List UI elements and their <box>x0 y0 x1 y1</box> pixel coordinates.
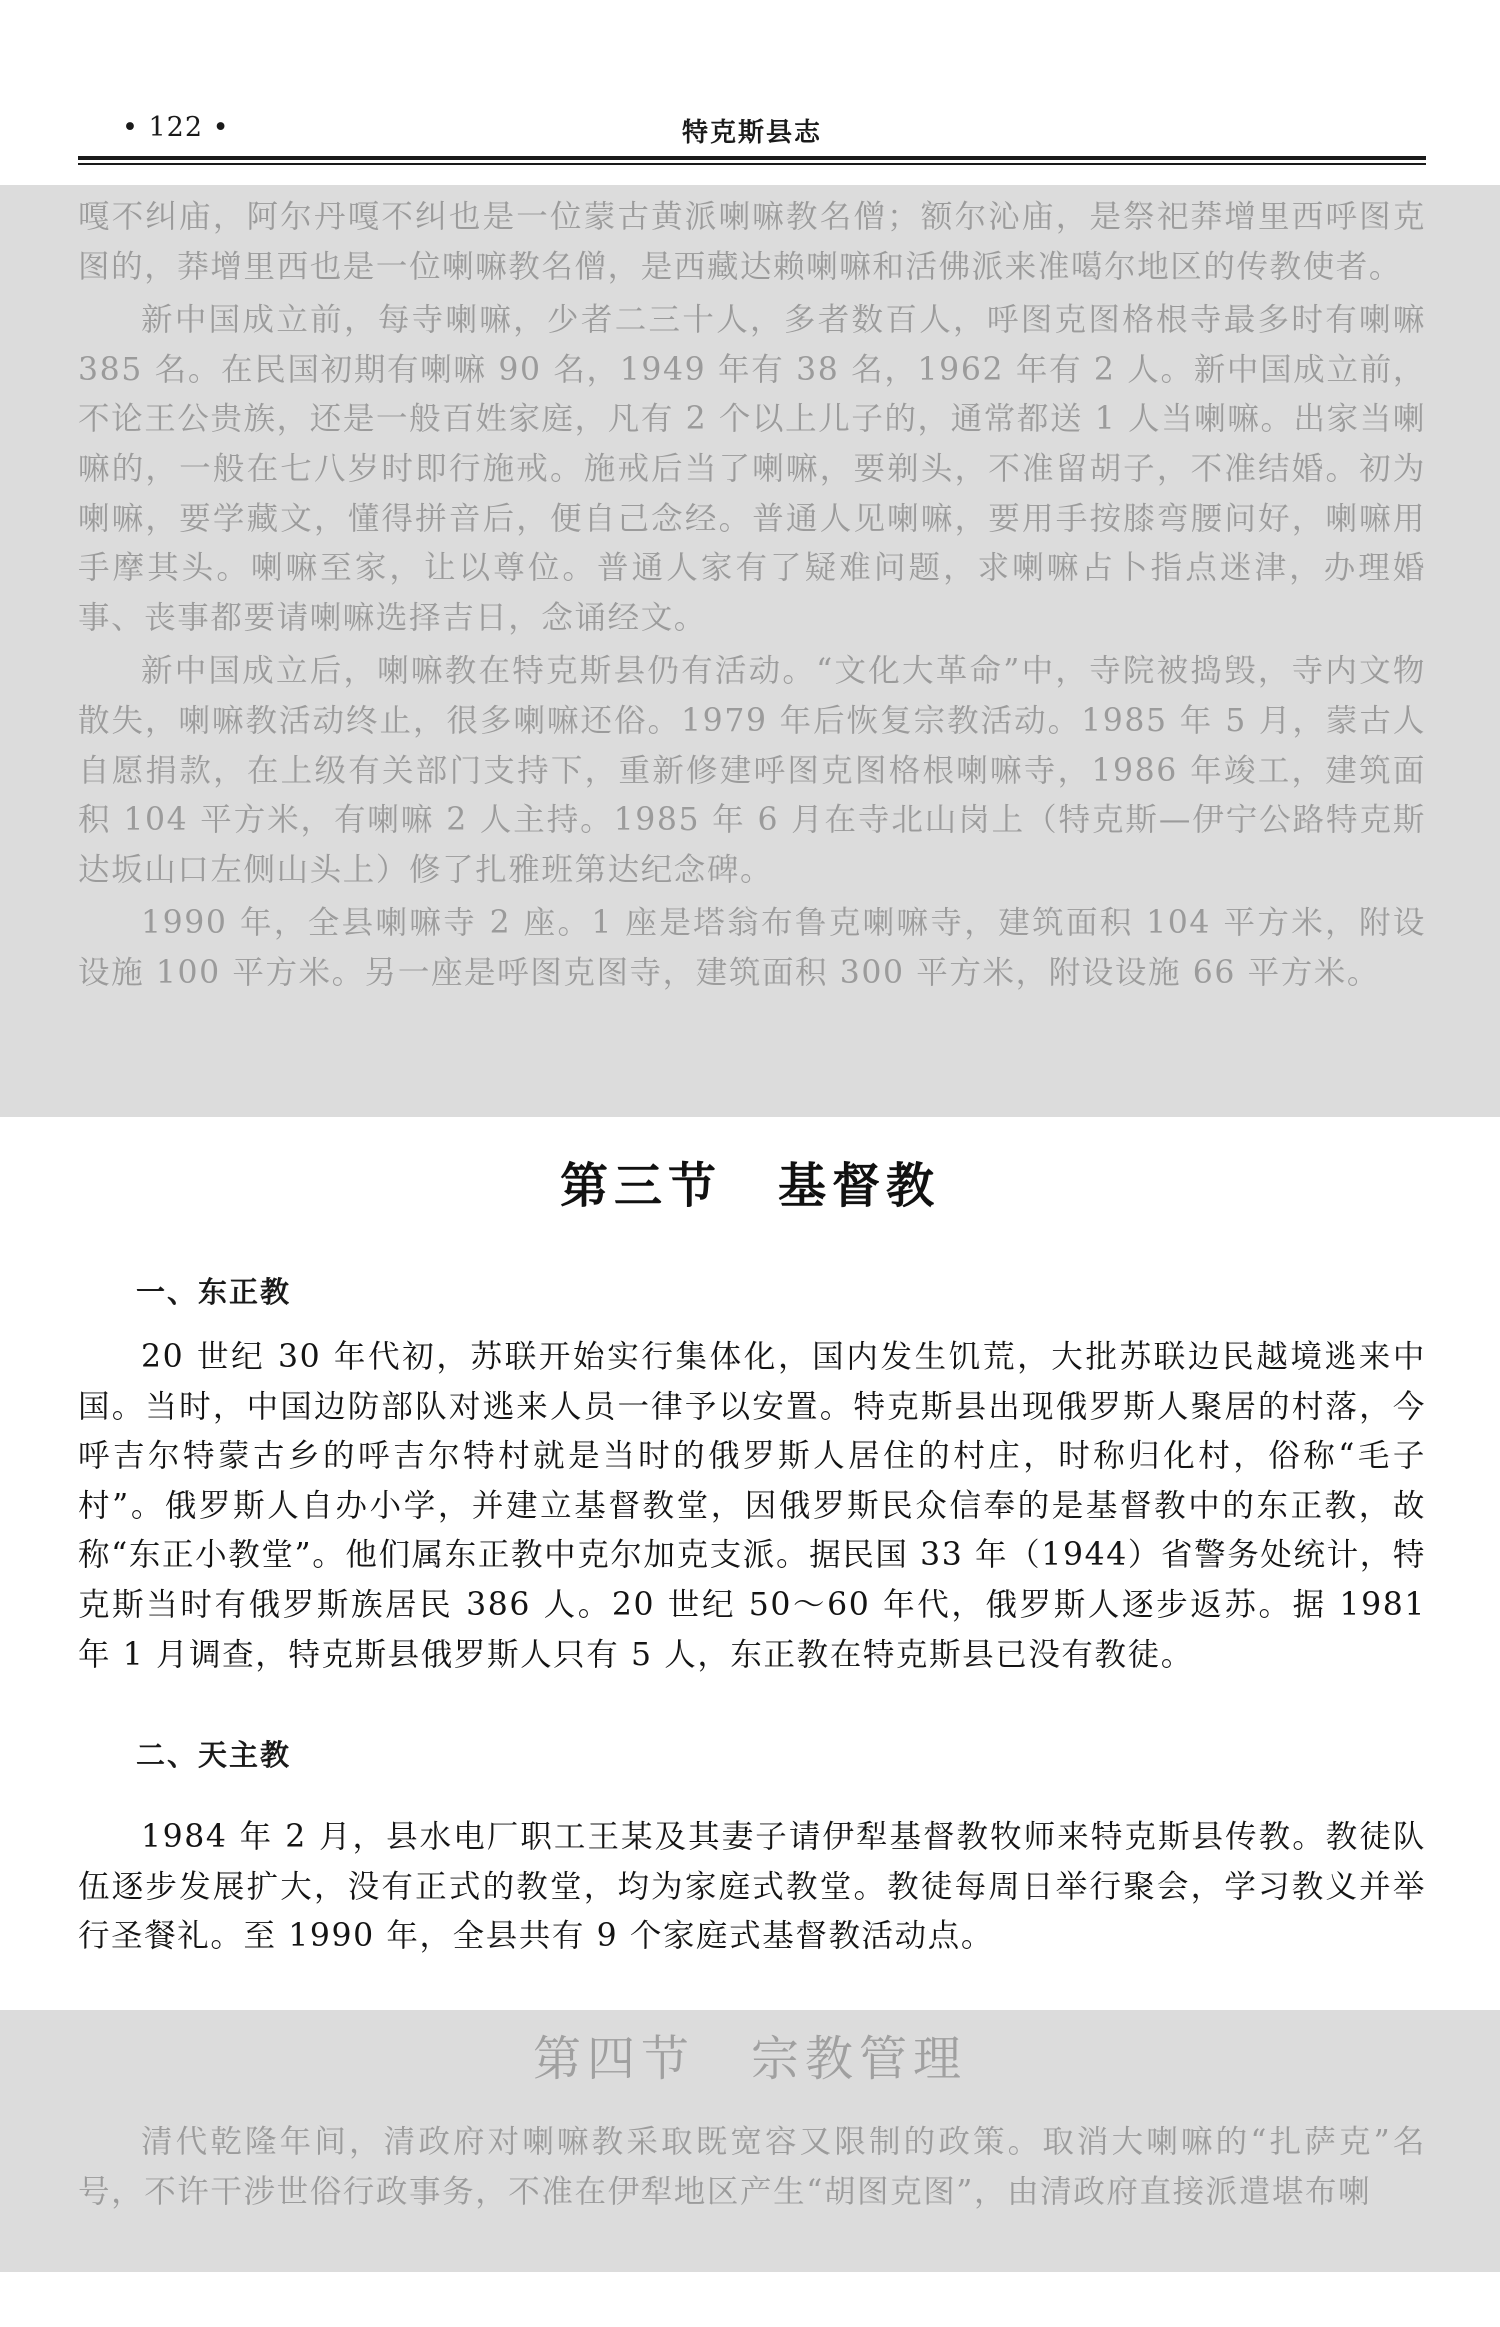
faded-previous-section <box>0 185 1500 1117</box>
faded-next-text-column <box>78 2118 1426 2217</box>
subsection-catholic-heading: 二、天主教 <box>136 1738 292 1772</box>
section-3-number: 第三节 <box>559 1158 722 1214</box>
subsection-catholic-body <box>78 1813 1426 1962</box>
page-header <box>78 100 1426 160</box>
section-3-title <box>0 1147 1500 1216</box>
page-number: • 122 • <box>122 112 230 143</box>
subsection-eastern-orthodox-body <box>78 1333 1426 1680</box>
eastern-orthodox-paragraph: 20 世纪 30 年代初，苏联开始实行集体化，国内发生饥荒，大批苏联边民越境逃来中国。当时，中国边防部队对逃来人员一律予以安置。特克斯县出现俄罗斯人聚居的村落，今呼吉尔特蒙古乡的呼吉尔特村就是当时的俄罗斯人居住的村庄，时称归化村，俗称“毛子村”。俄罗斯人自办小学，并建立基督教堂，因俄罗斯民众信奉的是基督教中的东正教，故称“东正小教堂”。他们属东正教中克尔加克支派。据民国 33 年（1944）省警务处统计，特克斯当时有俄罗斯族居民 386 人。20 世纪 50～60 年代，俄罗斯人逐步返苏。据 1981 年 1 月调查，特克斯县俄罗斯人只有 5 人，东正教在特克斯县已没有教徒。 <box>78 1339 1426 1673</box>
faded-paragraph-2: 新中国成立前，每寺喇嘛，少者二三十人，多者数百人，呼图克图格根寺最多时有喇嘛 385 名。在民国初期有喇嘛 90 名，1949 年有 38 名，1962 年有 2 人。新中国成立前，不论王公贵族，还是一般百姓家庭，凡有 2 个以上儿子的，通常都送 1 人当喇嘛。出家当喇嘛的，一般在七八岁时即行施戒。施戒后当了喇嘛，要剃头，不准留胡子，不准结婚。初为喇嘛，要学藏文，懂得拼音后，便自己念经。普通人见喇嘛，要用手按膝弯腰问好，喇嘛用手摩其头。喇嘛至家，让以尊位。普通人家有了疑难问题，求喇嘛占卜指点迷津，办理婚事、丧事都要请喇嘛选择吉日，念诵经文。 <box>78 302 1426 636</box>
faded-paragraph-4: 1990 年，全县喇嘛寺 2 座。1 座是塔翁布鲁克喇嘛寺，建筑面积 104 平方米，附设设施 100 平方米。另一座是呼图克图寺，建筑面积 300 平方米，附设设施 66 平方米。 <box>78 905 1426 991</box>
header-rule-thick <box>78 156 1426 160</box>
faded-paragraph-3: 新中国成立后，喇嘛教在特克斯县仍有活动。“文化大革命”中，寺院被捣毁，寺内文物散失，喇嘛教活动终止，很多喇嘛还俗。1979 年后恢复宗教活动。1985 年 5 月，蒙古人自愿捐款，在上级有关部门支持下，重新修建呼图克图格根喇嘛寺，1986 年竣工，建筑面积 104 平方米，有喇嘛 2 人主持。1985 年 6 月在寺北山岗上（特克斯—伊宁公路特克斯达坂山口左侧山头上）修了扎雅班第达纪念碑。 <box>78 653 1426 888</box>
section-4-name: 宗教管理 <box>751 2031 968 2087</box>
book-title: 特克斯县志 <box>681 118 822 148</box>
faded-paragraph-1: 嘎不纠庙，阿尔丹嘎不纠也是一位蒙古黄派喇嘛教名僧；额尔沁庙，是祭祀莽增里西呼图克图的，莽增里西也是一位喇嘛教名僧，是西藏达赖喇嘛和活佛派来准噶尔地区的传教使者。 <box>78 199 1426 285</box>
faded-text-column <box>78 193 1426 1003</box>
section-3-name: 基督教 <box>778 1158 941 1214</box>
catholic-paragraph: 1984 年 2 月，县水电厂职工王某及其妻子请伊犁基督教牧师来特克斯县传教。教徒队伍逐步发展扩大，没有正式的教堂，均为家庭式教堂。教徒每周日举行聚会，学习教义并举行圣餐礼。至 1990 年，全县共有 9 个家庭式基督教活动点。 <box>78 1819 1426 1955</box>
header-rule-thin <box>78 163 1426 165</box>
faded-next-paragraph: 清代乾隆年间，清政府对喇嘛教采取既宽容又限制的政策。取消大喇嘛的“扎萨克”名号，不许干涉世俗行政事务，不准在伊犁地区产生“胡图克图”，由清政府直接派遣堪布喇 <box>78 2124 1426 2210</box>
section-4-number: 第四节 <box>532 2031 695 2087</box>
section-4-title <box>0 2020 1500 2089</box>
subsection-eastern-orthodox-heading: 一、东正教 <box>136 1275 292 1309</box>
